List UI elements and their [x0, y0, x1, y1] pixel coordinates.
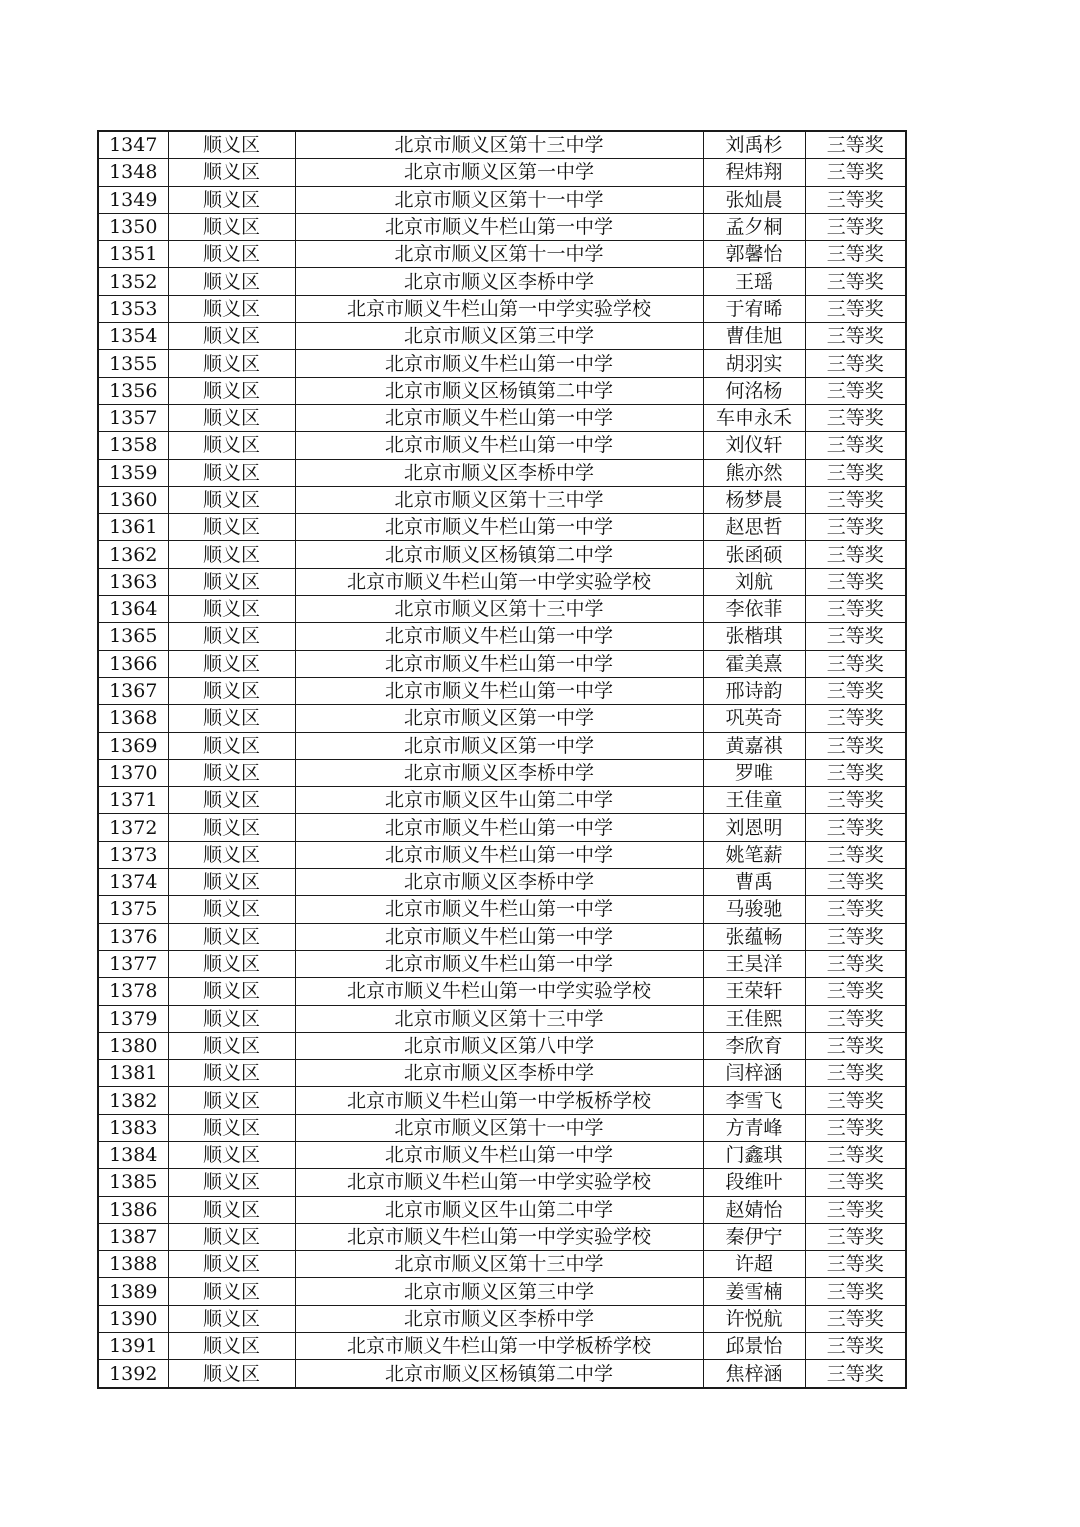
student-name-cell: 王荣轩 — [703, 978, 805, 1005]
student-name-cell: 王瑶 — [703, 268, 805, 295]
row-number-cell: 1373 — [98, 841, 168, 868]
district-cell: 顺义区 — [168, 1060, 295, 1087]
table-row — [98, 1278, 906, 1305]
table-row — [98, 841, 906, 868]
district-cell: 顺义区 — [168, 650, 295, 677]
student-name-cell: 王昊洋 — [703, 950, 805, 977]
row-number-cell: 1385 — [98, 1169, 168, 1196]
school-cell: 北京市顺义牛栏山第一中学 — [295, 213, 703, 240]
award-level-cell: 三等奖 — [805, 159, 906, 186]
student-name-cell: 杨梦晨 — [703, 486, 805, 513]
district-cell: 顺义区 — [168, 432, 295, 459]
student-name-cell: 邱景怡 — [703, 1333, 805, 1360]
table-row — [98, 787, 906, 814]
school-cell: 北京市顺义区李桥中学 — [295, 459, 703, 486]
award-level-cell: 三等奖 — [805, 1087, 906, 1114]
award-level-cell: 三等奖 — [805, 186, 906, 213]
row-number-cell: 1379 — [98, 1005, 168, 1032]
student-name-cell: 段维叶 — [703, 1169, 805, 1196]
award-level-cell: 三等奖 — [805, 350, 906, 377]
school-cell: 北京市顺义区李桥中学 — [295, 1060, 703, 1087]
school-cell: 北京市顺义区第十一中学 — [295, 1114, 703, 1141]
award-level-cell: 三等奖 — [805, 323, 906, 350]
district-cell: 顺义区 — [168, 1223, 295, 1250]
student-name-cell: 孟夕桐 — [703, 213, 805, 240]
school-cell: 北京市顺义牛栏山第一中学 — [295, 950, 703, 977]
school-cell: 北京市顺义区第十一中学 — [295, 186, 703, 213]
award-level-cell: 三等奖 — [805, 1333, 906, 1360]
student-name-cell: 马骏驰 — [703, 896, 805, 923]
district-cell: 顺义区 — [168, 568, 295, 595]
award-level-cell: 三等奖 — [805, 241, 906, 268]
district-cell: 顺义区 — [168, 1278, 295, 1305]
row-number-cell: 1369 — [98, 732, 168, 759]
table-row — [98, 650, 906, 677]
school-cell: 北京市顺义区第十三中学 — [295, 1251, 703, 1278]
school-cell: 北京市顺义牛栏山第一中学实验学校 — [295, 1223, 703, 1250]
school-cell: 北京市顺义区第十三中学 — [295, 131, 703, 159]
school-cell: 北京市顺义牛栏山第一中学 — [295, 404, 703, 431]
row-number-cell: 1390 — [98, 1305, 168, 1332]
table-row — [98, 1305, 906, 1332]
district-cell: 顺义区 — [168, 1005, 295, 1032]
district-cell: 顺义区 — [168, 759, 295, 786]
award-level-cell: 三等奖 — [805, 650, 906, 677]
district-cell: 顺义区 — [168, 1251, 295, 1278]
student-name-cell: 熊亦然 — [703, 459, 805, 486]
row-number-cell: 1361 — [98, 514, 168, 541]
award-level-cell: 三等奖 — [805, 268, 906, 295]
row-number-cell: 1352 — [98, 268, 168, 295]
award-level-cell: 三等奖 — [805, 1141, 906, 1168]
school-cell: 北京市顺义区第三中学 — [295, 1278, 703, 1305]
school-cell: 北京市顺义牛栏山第一中学 — [295, 514, 703, 541]
district-cell: 顺义区 — [168, 514, 295, 541]
student-name-cell: 姚笔薪 — [703, 841, 805, 868]
row-number-cell: 1348 — [98, 159, 168, 186]
award-level-cell: 三等奖 — [805, 295, 906, 322]
student-name-cell: 李雪飞 — [703, 1087, 805, 1114]
table-row — [98, 1169, 906, 1196]
award-level-cell: 三等奖 — [805, 596, 906, 623]
student-name-cell: 车申永禾 — [703, 404, 805, 431]
school-cell: 北京市顺义牛栏山第一中学实验学校 — [295, 295, 703, 322]
student-name-cell: 霍美熹 — [703, 650, 805, 677]
table-row — [98, 241, 906, 268]
table-row — [98, 1032, 906, 1059]
school-cell: 北京市顺义区第十三中学 — [295, 596, 703, 623]
student-name-cell: 门鑫琪 — [703, 1141, 805, 1168]
award-level-cell: 三等奖 — [805, 1278, 906, 1305]
table-row — [98, 568, 906, 595]
award-level-cell: 三等奖 — [805, 705, 906, 732]
table-row — [98, 541, 906, 568]
row-number-cell: 1392 — [98, 1360, 168, 1388]
award-level-cell: 三等奖 — [805, 814, 906, 841]
row-number-cell: 1358 — [98, 432, 168, 459]
row-number-cell: 1362 — [98, 541, 168, 568]
student-name-cell: 邢诗韵 — [703, 677, 805, 704]
table-row — [98, 623, 906, 650]
table-row — [98, 295, 906, 322]
district-cell: 顺义区 — [168, 295, 295, 322]
award-level-cell: 三等奖 — [805, 541, 906, 568]
row-number-cell: 1375 — [98, 896, 168, 923]
school-cell: 北京市顺义区杨镇第二中学 — [295, 1360, 703, 1388]
table-row — [98, 978, 906, 1005]
district-cell: 顺义区 — [168, 486, 295, 513]
row-number-cell: 1382 — [98, 1087, 168, 1114]
row-number-cell: 1366 — [98, 650, 168, 677]
student-name-cell: 李依菲 — [703, 596, 805, 623]
district-cell: 顺义区 — [168, 787, 295, 814]
district-cell: 顺义区 — [168, 1305, 295, 1332]
row-number-cell: 1377 — [98, 950, 168, 977]
student-name-cell: 程炜翔 — [703, 159, 805, 186]
award-level-cell: 三等奖 — [805, 1223, 906, 1250]
table-row — [98, 268, 906, 295]
award-level-cell: 三等奖 — [805, 1060, 906, 1087]
student-name-cell: 刘恩明 — [703, 814, 805, 841]
student-name-cell: 郭馨怡 — [703, 241, 805, 268]
student-name-cell: 赵婧怡 — [703, 1196, 805, 1223]
district-cell: 顺义区 — [168, 1087, 295, 1114]
award-level-cell: 三等奖 — [805, 432, 906, 459]
student-name-cell: 姜雪楠 — [703, 1278, 805, 1305]
student-name-cell: 闫梓涵 — [703, 1060, 805, 1087]
award-level-cell: 三等奖 — [805, 1005, 906, 1032]
school-cell: 北京市顺义区杨镇第二中学 — [295, 541, 703, 568]
school-cell: 北京市顺义区第十三中学 — [295, 486, 703, 513]
district-cell: 顺义区 — [168, 350, 295, 377]
school-cell: 北京市顺义区第三中学 — [295, 323, 703, 350]
table-row — [98, 377, 906, 404]
district-cell: 顺义区 — [168, 841, 295, 868]
district-cell: 顺义区 — [168, 213, 295, 240]
award-level-cell: 三等奖 — [805, 486, 906, 513]
table-row — [98, 1251, 906, 1278]
row-number-cell: 1384 — [98, 1141, 168, 1168]
row-number-cell: 1349 — [98, 186, 168, 213]
award-level-cell: 三等奖 — [805, 759, 906, 786]
district-cell: 顺义区 — [168, 323, 295, 350]
table-row — [98, 1141, 906, 1168]
district-cell: 顺义区 — [168, 596, 295, 623]
student-name-cell: 方青峰 — [703, 1114, 805, 1141]
student-name-cell: 曹佳旭 — [703, 323, 805, 350]
school-cell: 北京市顺义区李桥中学 — [295, 268, 703, 295]
award-level-cell: 三等奖 — [805, 1360, 906, 1388]
row-number-cell: 1347 — [98, 131, 168, 159]
student-name-cell: 刘仪轩 — [703, 432, 805, 459]
student-name-cell: 罗唯 — [703, 759, 805, 786]
district-cell: 顺义区 — [168, 1196, 295, 1223]
award-level-cell: 三等奖 — [805, 1251, 906, 1278]
award-level-cell: 三等奖 — [805, 459, 906, 486]
student-name-cell: 巩英奇 — [703, 705, 805, 732]
district-cell: 顺义区 — [168, 131, 295, 159]
school-cell: 北京市顺义牛栏山第一中学板桥学校 — [295, 1333, 703, 1360]
district-cell: 顺义区 — [168, 1032, 295, 1059]
school-cell: 北京市顺义牛栏山第一中学 — [295, 923, 703, 950]
student-name-cell: 于宥晞 — [703, 295, 805, 322]
student-name-cell: 刘航 — [703, 568, 805, 595]
row-number-cell: 1357 — [98, 404, 168, 431]
student-name-cell: 曹禹 — [703, 869, 805, 896]
table-row — [98, 323, 906, 350]
table-row — [98, 950, 906, 977]
row-number-cell: 1389 — [98, 1278, 168, 1305]
award-level-cell: 三等奖 — [805, 514, 906, 541]
award-level-cell: 三等奖 — [805, 896, 906, 923]
award-level-cell: 三等奖 — [805, 404, 906, 431]
row-number-cell: 1367 — [98, 677, 168, 704]
school-cell: 北京市顺义牛栏山第一中学 — [295, 814, 703, 841]
table-row — [98, 1005, 906, 1032]
district-cell: 顺义区 — [168, 869, 295, 896]
student-name-cell: 秦伊宁 — [703, 1223, 805, 1250]
row-number-cell: 1381 — [98, 1060, 168, 1087]
row-number-cell: 1354 — [98, 323, 168, 350]
table-row — [98, 404, 906, 431]
table-row — [98, 923, 906, 950]
award-level-cell: 三等奖 — [805, 1305, 906, 1332]
district-cell: 顺义区 — [168, 623, 295, 650]
award-level-cell: 三等奖 — [805, 377, 906, 404]
district-cell: 顺义区 — [168, 1360, 295, 1388]
award-level-cell: 三等奖 — [805, 978, 906, 1005]
school-cell: 北京市顺义区李桥中学 — [295, 1305, 703, 1332]
table-row — [98, 896, 906, 923]
school-cell: 北京市顺义区牛山第二中学 — [295, 787, 703, 814]
school-cell: 北京市顺义牛栏山第一中学实验学校 — [295, 568, 703, 595]
district-cell: 顺义区 — [168, 732, 295, 759]
student-name-cell: 焦梓涵 — [703, 1360, 805, 1388]
district-cell: 顺义区 — [168, 923, 295, 950]
student-name-cell: 何洺杨 — [703, 377, 805, 404]
district-cell: 顺义区 — [168, 377, 295, 404]
school-cell: 北京市顺义牛栏山第一中学 — [295, 896, 703, 923]
row-number-cell: 1374 — [98, 869, 168, 896]
district-cell: 顺义区 — [168, 1333, 295, 1360]
student-name-cell: 赵思哲 — [703, 514, 805, 541]
district-cell: 顺义区 — [168, 677, 295, 704]
row-number-cell: 1364 — [98, 596, 168, 623]
school-cell: 北京市顺义牛栏山第一中学实验学校 — [295, 1169, 703, 1196]
school-cell: 北京市顺义区第一中学 — [295, 732, 703, 759]
table-row — [98, 432, 906, 459]
student-name-cell: 张灿晨 — [703, 186, 805, 213]
table-row — [98, 705, 906, 732]
row-number-cell: 1363 — [98, 568, 168, 595]
district-cell: 顺义区 — [168, 1114, 295, 1141]
district-cell: 顺义区 — [168, 896, 295, 923]
district-cell: 顺义区 — [168, 241, 295, 268]
table-row — [98, 213, 906, 240]
award-level-cell: 三等奖 — [805, 950, 906, 977]
row-number-cell: 1386 — [98, 1196, 168, 1223]
row-number-cell: 1388 — [98, 1251, 168, 1278]
table-row — [98, 1114, 906, 1141]
table-row — [98, 131, 906, 159]
row-number-cell: 1368 — [98, 705, 168, 732]
award-level-cell: 三等奖 — [805, 677, 906, 704]
district-cell: 顺义区 — [168, 186, 295, 213]
district-cell: 顺义区 — [168, 814, 295, 841]
row-number-cell: 1376 — [98, 923, 168, 950]
school-cell: 北京市顺义牛栏山第一中学 — [295, 1141, 703, 1168]
table-row — [98, 1223, 906, 1250]
district-cell: 顺义区 — [168, 1141, 295, 1168]
table-row — [98, 1196, 906, 1223]
district-cell: 顺义区 — [168, 404, 295, 431]
student-name-cell: 许悦航 — [703, 1305, 805, 1332]
award-level-cell: 三等奖 — [805, 841, 906, 868]
school-cell: 北京市顺义区第一中学 — [295, 705, 703, 732]
award-level-cell: 三等奖 — [805, 869, 906, 896]
school-cell: 北京市顺义区第十三中学 — [295, 1005, 703, 1032]
table-row — [98, 732, 906, 759]
school-cell: 北京市顺义区第十一中学 — [295, 241, 703, 268]
school-cell: 北京市顺义牛栏山第一中学 — [295, 623, 703, 650]
district-cell: 顺义区 — [168, 459, 295, 486]
student-name-cell: 李欣育 — [703, 1032, 805, 1059]
award-level-cell: 三等奖 — [805, 787, 906, 814]
row-number-cell: 1380 — [98, 1032, 168, 1059]
table-row — [98, 350, 906, 377]
student-name-cell: 刘禹杉 — [703, 131, 805, 159]
student-name-cell: 张楷琪 — [703, 623, 805, 650]
school-cell: 北京市顺义区李桥中学 — [295, 869, 703, 896]
table-row — [98, 186, 906, 213]
school-cell: 北京市顺义区牛山第二中学 — [295, 1196, 703, 1223]
district-cell: 顺义区 — [168, 978, 295, 1005]
table-row — [98, 1060, 906, 1087]
row-number-cell: 1391 — [98, 1333, 168, 1360]
row-number-cell: 1351 — [98, 241, 168, 268]
school-cell: 北京市顺义区第八中学 — [295, 1032, 703, 1059]
table-row — [98, 1360, 906, 1388]
school-cell: 北京市顺义牛栏山第一中学板桥学校 — [295, 1087, 703, 1114]
award-level-cell: 三等奖 — [805, 568, 906, 595]
school-cell: 北京市顺义牛栏山第一中学实验学校 — [295, 978, 703, 1005]
award-level-cell: 三等奖 — [805, 923, 906, 950]
award-level-cell: 三等奖 — [805, 1032, 906, 1059]
student-name-cell: 许超 — [703, 1251, 805, 1278]
row-number-cell: 1378 — [98, 978, 168, 1005]
table-row — [98, 514, 906, 541]
district-cell: 顺义区 — [168, 541, 295, 568]
school-cell: 北京市顺义区李桥中学 — [295, 759, 703, 786]
table-row — [98, 159, 906, 186]
district-cell: 顺义区 — [168, 950, 295, 977]
district-cell: 顺义区 — [168, 1169, 295, 1196]
award-level-cell: 三等奖 — [805, 1169, 906, 1196]
school-cell: 北京市顺义牛栏山第一中学 — [295, 350, 703, 377]
district-cell: 顺义区 — [168, 705, 295, 732]
award-list-table — [97, 130, 907, 1389]
school-cell: 北京市顺义牛栏山第一中学 — [295, 677, 703, 704]
row-number-cell: 1365 — [98, 623, 168, 650]
award-level-cell: 三等奖 — [805, 623, 906, 650]
row-number-cell: 1371 — [98, 787, 168, 814]
row-number-cell: 1383 — [98, 1114, 168, 1141]
district-cell: 顺义区 — [168, 159, 295, 186]
row-number-cell: 1350 — [98, 213, 168, 240]
row-number-cell: 1372 — [98, 814, 168, 841]
award-level-cell: 三等奖 — [805, 1114, 906, 1141]
school-cell: 北京市顺义牛栏山第一中学 — [295, 432, 703, 459]
award-list-body — [98, 131, 906, 1388]
row-number-cell: 1355 — [98, 350, 168, 377]
table-row — [98, 814, 906, 841]
student-name-cell: 王佳童 — [703, 787, 805, 814]
table-row — [98, 869, 906, 896]
row-number-cell: 1356 — [98, 377, 168, 404]
row-number-cell: 1360 — [98, 486, 168, 513]
table-row — [98, 486, 906, 513]
table-row — [98, 596, 906, 623]
table-row — [98, 1087, 906, 1114]
district-cell: 顺义区 — [168, 268, 295, 295]
student-name-cell: 张蕴畅 — [703, 923, 805, 950]
row-number-cell: 1387 — [98, 1223, 168, 1250]
award-level-cell: 三等奖 — [805, 213, 906, 240]
row-number-cell: 1353 — [98, 295, 168, 322]
student-name-cell: 黄嘉祺 — [703, 732, 805, 759]
table-row — [98, 459, 906, 486]
award-level-cell: 三等奖 — [805, 131, 906, 159]
school-cell: 北京市顺义牛栏山第一中学 — [295, 650, 703, 677]
table-row — [98, 759, 906, 786]
student-name-cell: 王佳熙 — [703, 1005, 805, 1032]
school-cell: 北京市顺义区杨镇第二中学 — [295, 377, 703, 404]
row-number-cell: 1370 — [98, 759, 168, 786]
student-name-cell: 张函硕 — [703, 541, 805, 568]
student-name-cell: 胡羽实 — [703, 350, 805, 377]
school-cell: 北京市顺义区第一中学 — [295, 159, 703, 186]
award-level-cell: 三等奖 — [805, 732, 906, 759]
table-row — [98, 1333, 906, 1360]
table-row — [98, 677, 906, 704]
row-number-cell: 1359 — [98, 459, 168, 486]
school-cell: 北京市顺义牛栏山第一中学 — [295, 841, 703, 868]
award-level-cell: 三等奖 — [805, 1196, 906, 1223]
